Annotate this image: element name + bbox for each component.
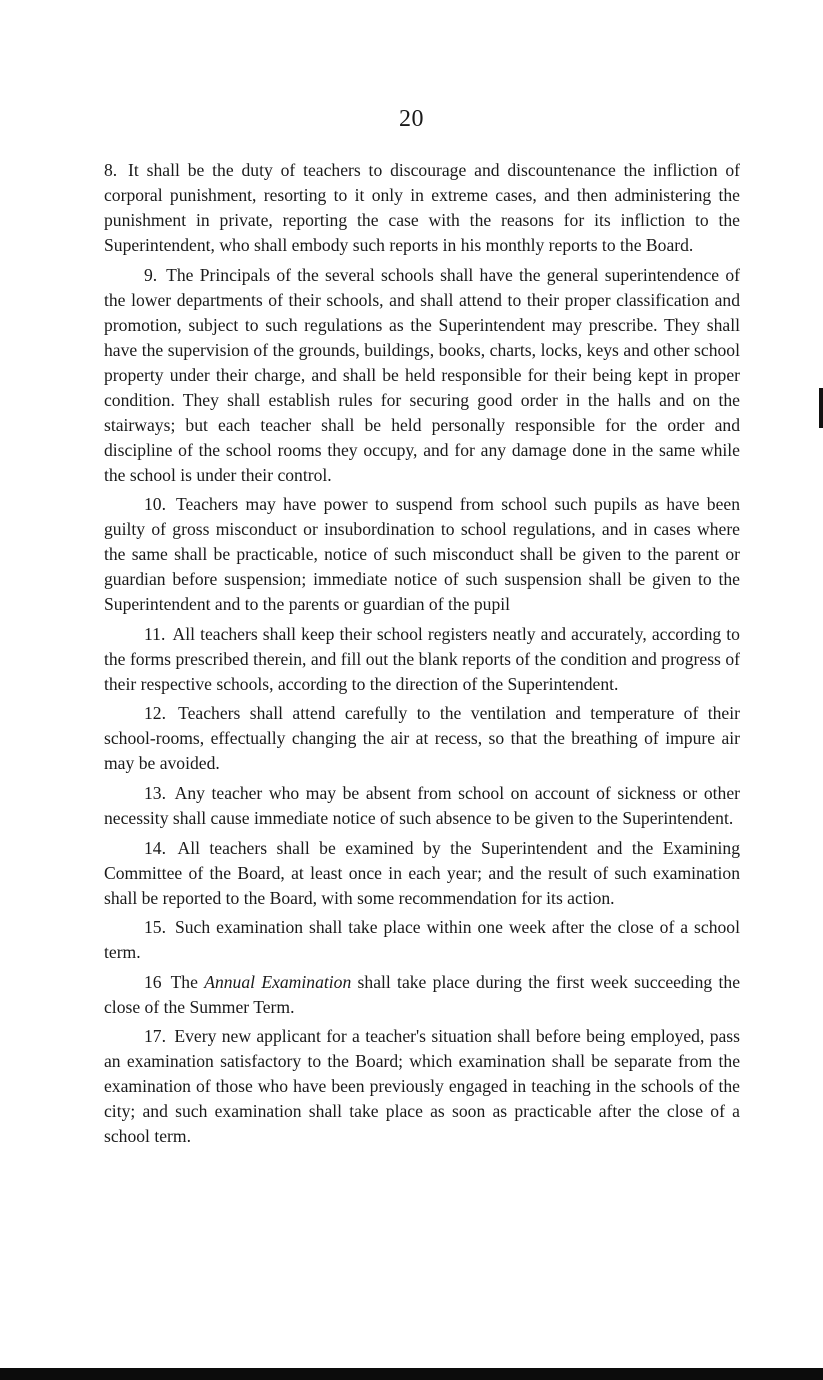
rule-number: 14. xyxy=(144,837,166,858)
page-number: 20 xyxy=(399,106,424,132)
rule-number: 13. xyxy=(144,782,166,803)
rule-text: The Principals of the several schools shall have the general superintendence of the lower departments of their schools, and shall attend to their proper classification and promotion, subject to such regulations as the Superintendent may prescribe. They shall have the supervision of the grounds, buildings, books, charts, locks, keys and other school property under their charge, and shall be held responsible for their being kept in proper condition. They shall establish rules for securing good order in the halls and on the stairways; but each teacher shall be held personally responsible for the order and discipline of the school rooms they occupy, and for any damage done in the same while the school is under their control. xyxy=(104,264,740,485)
rule-paragraph-14 xyxy=(104,836,740,911)
rule-text: All teachers shall keep their school registers neatly and accurately, according to the forms prescribed therein, and fill out the blank reports of the condition and progress of their respective schools, according to the direction of the Superintendent. xyxy=(104,623,740,694)
rule-paragraph-8 xyxy=(104,158,740,258)
rule-paragraph-17 xyxy=(104,1024,740,1149)
rule-text-before: The xyxy=(170,971,198,992)
rule-text: Teachers may have power to suspend from school such pupils as have been guilty of gross misconduct or insubordination to school regulations, and in cases where the same shall be practicable, notice of such misconduct shall be given to the parent or guardian before suspension; immediate notice of such suspension shall be given to the Superintendent and to the parents or guardian of the pupil xyxy=(104,494,740,615)
rule-paragraph-11 xyxy=(104,622,740,697)
rule-emphasis: Annual Examination xyxy=(204,971,352,992)
rule-paragraph-12 xyxy=(104,701,740,776)
rule-text: Teachers shall attend carefully to the ventilation and temperature of their school-rooms, effectually changing the air at recess, so that the breathing of impure air may be avoided. xyxy=(104,703,740,774)
rule-number: 8. xyxy=(104,160,118,180)
rule-paragraph-15 xyxy=(104,915,740,965)
scan-edge-mark xyxy=(819,388,823,428)
rule-paragraph-13 xyxy=(104,781,740,831)
rule-text: Any teacher who may be absent from school on account of sickness or other necessity shall cause immediate notice of such absence to be given to the Superintendent. xyxy=(104,782,740,828)
rule-number: 15. xyxy=(144,917,166,938)
rule-number: 16 xyxy=(144,971,162,992)
rule-paragraph-9 xyxy=(104,263,740,488)
rule-paragraph-10 xyxy=(104,492,740,617)
rule-text: Such examination shall take place within one week after the close of a school term. xyxy=(104,917,740,963)
scan-bottom-border xyxy=(0,1368,823,1380)
rule-number: 10. xyxy=(144,494,166,515)
rule-text: It shall be the duty of teachers to discourage and discountenance the infliction of corporal punishment, resorting to it only in extreme cases, and then administering the punishment in private, reporting the case with the reasons for its infliction to the Superintendent, who shall embody such reports in his monthly reports to the Board. xyxy=(104,160,740,255)
rule-text: All teachers shall be examined by the Superintendent and the Examining Committee of the Board, at least once in each year; and the result of such examination shall be reported to the Board, with some recommendation for its action. xyxy=(104,837,740,908)
rule-text-after: shall take place during the first week succeeding the close of the Summer Term. xyxy=(104,971,741,1017)
rule-number: 9. xyxy=(144,264,158,285)
rule-number: 11. xyxy=(144,623,166,644)
rule-text: Every new applicant for a teacher's situation shall before being employed, pass an examination satisfactory to the Board; which examination shall be separate from the examination of those who have been previously engaged in teaching in the schools of the city; and such examination shall take place as soon as practicable after the close of a school term. xyxy=(104,1026,740,1147)
rules-text xyxy=(104,158,740,1154)
rule-number: 17. xyxy=(144,1026,166,1047)
rule-paragraph-16 xyxy=(104,970,740,1020)
rule-number: 12. xyxy=(144,703,166,724)
